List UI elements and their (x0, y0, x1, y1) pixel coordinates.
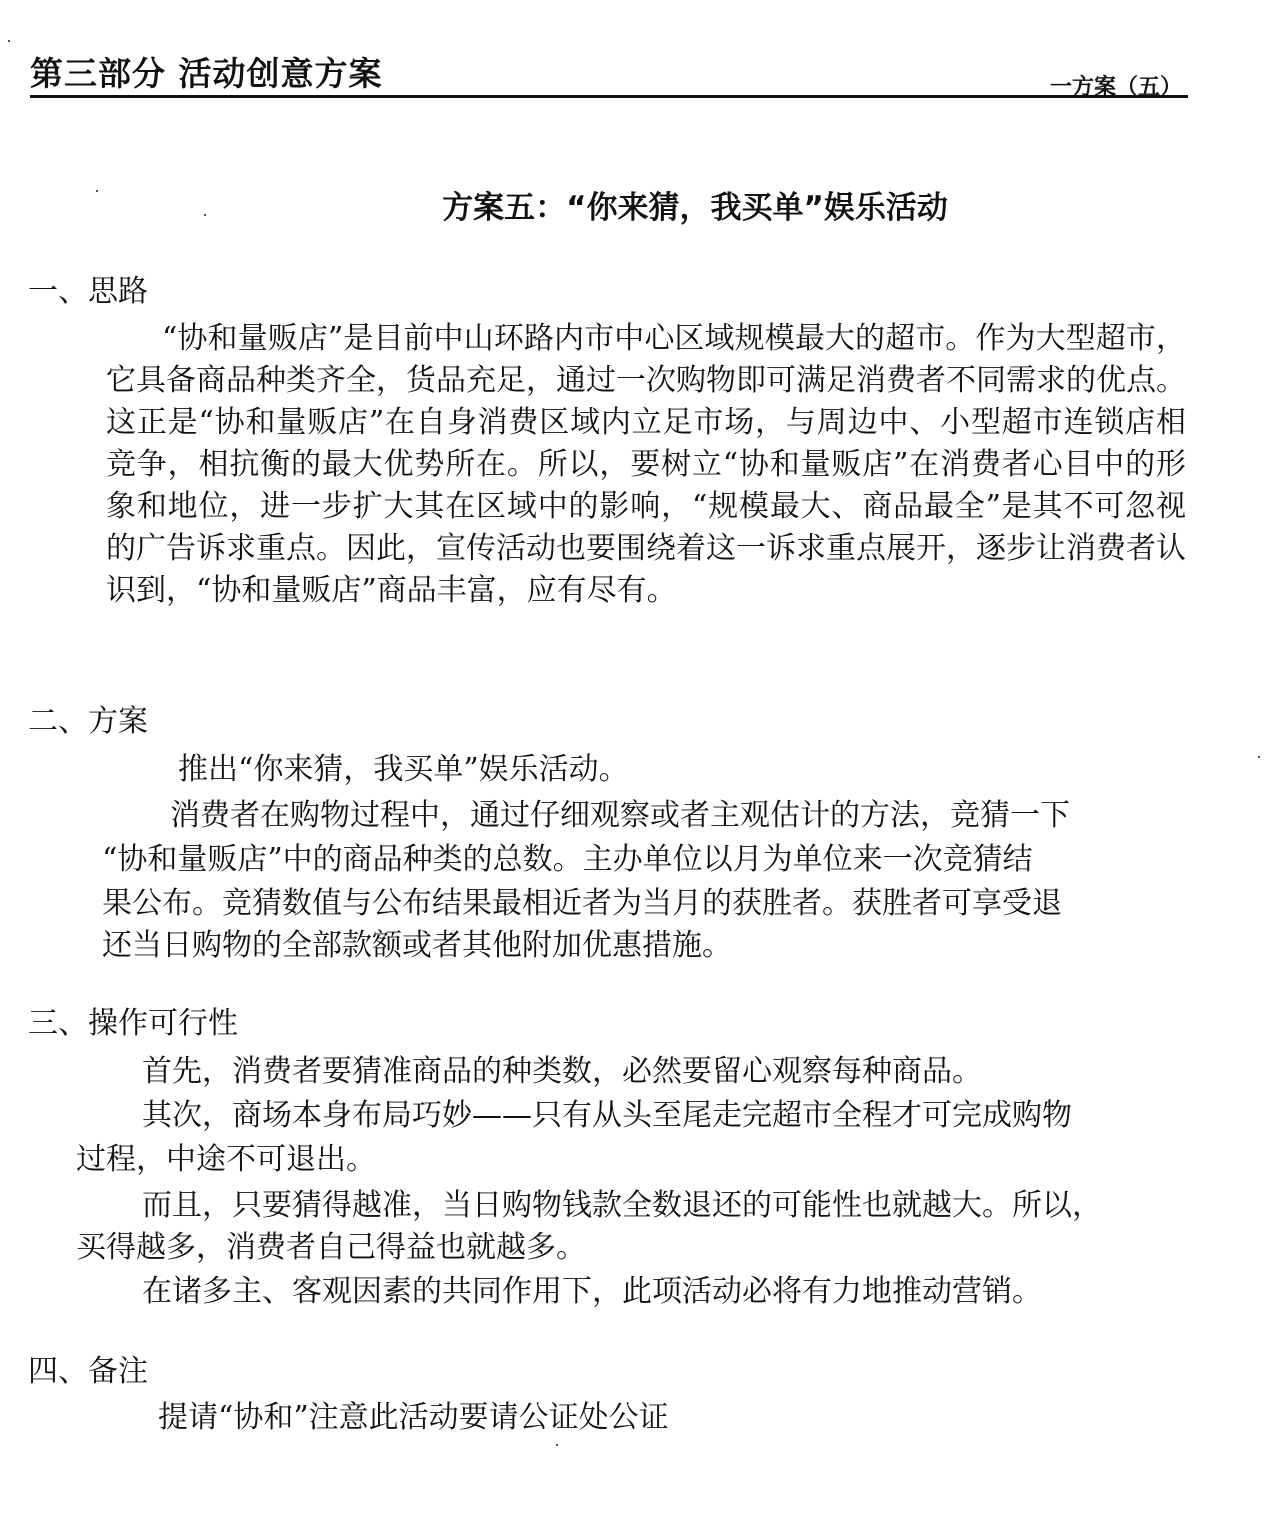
plan-line-5: 还当日购物的全部款额或者其他附加优惠措施。 (102, 928, 732, 963)
feasibility-line-1: 首先，消费者要猜准商品的种类数，必然要留心观察每种商品。 (142, 1054, 982, 1089)
plan-line-1: 推出“你来猜，我买单”娱乐活动。 (178, 752, 629, 787)
scan-speck (204, 214, 206, 216)
section-thinking-paragraph: “协和量贩店”是目前中山环路内市中心区域规模最大的超市。作为大型超市，它具备商品种类齐全，货品充足，通过一次购物即可满足消费者不同需求的优点。这正是“协和量贩店”在自身消费区域内立足市场，与周边中、小型超市连锁店相竞争，相抗衡的最大优势所在。所以，要树立“协和量贩店”在消费者心目中的形象和地位，进一步扩大其在区域中的影响，“规模最大、商品最全”是其不可忽视的广告诉求重点。因此，宣传活动也要围绕着这一诉求重点展开，逐步让消费者认识到，“协和量贩店”商品丰富，应有尽有。 (106, 321, 1186, 608)
section-heading-plan: 二、方案 (28, 704, 148, 739)
section-heading-feasibility: 三、操作可行性 (28, 1006, 238, 1041)
plan-line-2: 消费者在购物过程中，通过仔细观察或者主观估计的方法，竞猜一下 (170, 798, 1070, 833)
scan-speck (96, 190, 98, 192)
plan-line-4: 果公布。竞猜数值与公布结果最相近者为当月的获胜者。获胜者可享受退 (102, 886, 1062, 921)
header-plan-label: 一方案（五） (1049, 75, 1182, 100)
feasibility-line-6: 在诸多主、客观因素的共同作用下，此项活动必将有力地推动营销。 (142, 1274, 1042, 1309)
feasibility-line-5: 买得越多，消费者自己得益也就越多。 (76, 1230, 586, 1265)
feasibility-line-2: 其次，商场本身布局巧妙——只有从头至尾走完超市全程才可完成购物 (142, 1098, 1072, 1133)
header-section-title: 第三部分 活动创意方案 (30, 54, 383, 93)
document-title: 方案五：“你来猜，我买单”娱乐活动 (442, 190, 948, 226)
scan-speck (556, 1444, 558, 1446)
scan-speck (8, 40, 10, 42)
section-heading-thinking: 一、思路 (28, 274, 148, 309)
feasibility-line-4: 而且，只要猜得越准，当日购物钱款全数退还的可能性也就越大。所以， (142, 1188, 1102, 1223)
notes-line-1: 提请“协和”注意此活动要请公证处公证 (158, 1400, 669, 1435)
section-heading-notes: 四、备注 (28, 1354, 148, 1389)
feasibility-line-3: 过程，中途不可退出。 (76, 1142, 376, 1177)
header-divider (30, 95, 1188, 98)
scan-speck (1258, 756, 1260, 758)
plan-line-3: “协和量贩店”中的商品种类的总数。主办单位以月为单位来一次竞猜结 (102, 842, 1033, 877)
